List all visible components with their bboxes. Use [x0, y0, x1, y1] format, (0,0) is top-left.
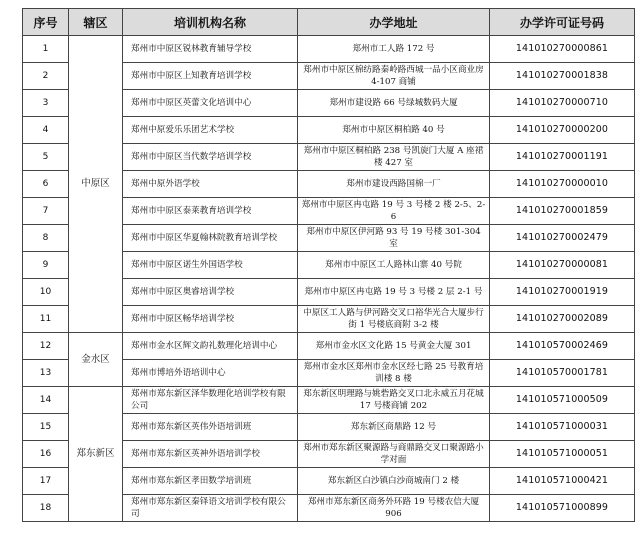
- cell-address: 郑州市郑东新区聚源路与商鼎路交叉口聚源路小学对面: [298, 441, 490, 468]
- cell-license: 141010270002479: [490, 225, 635, 252]
- cell-serial: 15: [23, 414, 69, 441]
- header-institution-name: 培训机构名称: [123, 9, 298, 36]
- cell-institution-name: 郑州市中原区诺生外国语学校: [123, 252, 298, 279]
- cell-license: 141010270001191: [490, 144, 635, 171]
- cell-serial: 16: [23, 441, 69, 468]
- cell-institution-name: 郑州市郑东新区英神外语培训学校: [123, 441, 298, 468]
- cell-serial: 3: [23, 90, 69, 117]
- cell-institution-name: 郑州市郑东新区秦铎语文培训学校有限公司: [123, 495, 298, 522]
- cell-license: 141010270001919: [490, 279, 635, 306]
- cell-institution-name: 郑州中原爱乐乐团艺术学校: [123, 117, 298, 144]
- cell-district: 郑东新区: [69, 387, 123, 522]
- cell-license: 141010270000081: [490, 252, 635, 279]
- cell-institution-name: 郑州市郑东新区泽华数理化培训学校有限公司: [123, 387, 298, 414]
- cell-serial: 4: [23, 117, 69, 144]
- cell-serial: 12: [23, 333, 69, 360]
- cell-serial: 5: [23, 144, 69, 171]
- cell-institution-name: 郑州市中原区上知教育培训学校: [123, 63, 298, 90]
- cell-address: 郑州市郑东新区商务外环路 19 号楼农信大厦 906: [298, 495, 490, 522]
- cell-institution-name: 郑州中原外语学校: [123, 171, 298, 198]
- cell-address: 郑州市工人路 172 号: [298, 36, 490, 63]
- table-body: [23, 36, 635, 522]
- training-institutions-table: [22, 8, 635, 522]
- cell-address: 郑州市建设西路国棉一厂: [298, 171, 490, 198]
- cell-address: 郑州市中原区桐柏路 40 号: [298, 117, 490, 144]
- cell-address: 郑东新区白沙镇白沙商城南门 2 楼: [298, 468, 490, 495]
- cell-institution-name: 郑州市中原区泰莱教育培训学校: [123, 198, 298, 225]
- cell-serial: 17: [23, 468, 69, 495]
- cell-serial: 14: [23, 387, 69, 414]
- cell-address: 郑州市中原区冉屯路 19 号 3 号楼 2 楼 2-5、2-6: [298, 198, 490, 225]
- cell-license: 141010270001859: [490, 198, 635, 225]
- cell-serial: 11: [23, 306, 69, 333]
- cell-institution-name: 郑州市中原区畅华培训学校: [123, 306, 298, 333]
- cell-serial: 1: [23, 36, 69, 63]
- cell-license: 141010571000051: [490, 441, 635, 468]
- cell-institution-name: 郑州市金水区辉文韵礼数理化培训中心: [123, 333, 298, 360]
- cell-address: 郑东新区商鼎路 12 号: [298, 414, 490, 441]
- cell-serial: 8: [23, 225, 69, 252]
- cell-institution-name: 郑州市郑东新区孝田数学培训班: [123, 468, 298, 495]
- header-license: 办学许可证号码: [490, 9, 635, 36]
- cell-institution-name: 郑州市博培外语培训中心: [123, 360, 298, 387]
- cell-institution-name: 郑州市郑东新区英伟外语培训班: [123, 414, 298, 441]
- cell-serial: 13: [23, 360, 69, 387]
- table-row: [23, 333, 635, 360]
- cell-address: 中原区工人路与伊河路交叉口裕华光合大厦步行街 1 号楼底商附 3-2 楼: [298, 306, 490, 333]
- header-district: 辖区: [69, 9, 123, 36]
- cell-serial: 18: [23, 495, 69, 522]
- table-row: [23, 387, 635, 414]
- cell-license: 141010571000421: [490, 468, 635, 495]
- cell-address: 郑州市中原区工人路林山寨 40 号院: [298, 252, 490, 279]
- cell-institution-name: 郑州市中原区奥睿培训学校: [123, 279, 298, 306]
- cell-license: 141010270000710: [490, 90, 635, 117]
- cell-license: 141010270000010: [490, 171, 635, 198]
- cell-address: 郑州市金水区文化路 15 号黄金大厦 301: [298, 333, 490, 360]
- cell-institution-name: 郑州市中原区锐林教育辅导学校: [123, 36, 298, 63]
- cell-serial: 10: [23, 279, 69, 306]
- cell-institution-name: 郑州市中原区英蕾文化培训中心: [123, 90, 298, 117]
- table-row: [23, 36, 635, 63]
- cell-license: 141010570001781: [490, 360, 635, 387]
- cell-license: 141010571000031: [490, 414, 635, 441]
- cell-address: 郑州市中原区冉屯路 19 号 3 号楼 2 层 2-1 号: [298, 279, 490, 306]
- cell-address: 郑州市中原区伊河路 93 号 19 号楼 301-304 室: [298, 225, 490, 252]
- cell-serial: 9: [23, 252, 69, 279]
- cell-address: 郑州市建设路 66 号绿城数码大厦: [298, 90, 490, 117]
- cell-license: 141010270000200: [490, 117, 635, 144]
- cell-address: 郑东新区明理路与姚砦路交叉口北永威五月花城 17 号楼商铺 202: [298, 387, 490, 414]
- cell-institution-name: 郑州市中原区当代数学培训学校: [123, 144, 298, 171]
- cell-address: 郑州市中原区桐柏路 238 号凯旋门大厦 A 座裙楼 427 室: [298, 144, 490, 171]
- table-header-row: [23, 9, 635, 36]
- cell-license: 141010270002089: [490, 306, 635, 333]
- header-address: 办学地址: [298, 9, 490, 36]
- cell-institution-name: 郑州市中原区华夏翰林院教育培训学校: [123, 225, 298, 252]
- cell-serial: 6: [23, 171, 69, 198]
- cell-license: 141010270001838: [490, 63, 635, 90]
- cell-serial: 7: [23, 198, 69, 225]
- header-serial: 序号: [23, 9, 69, 36]
- cell-district: 金水区: [69, 333, 123, 387]
- cell-license: 141010570002469: [490, 333, 635, 360]
- cell-license: 141010571000899: [490, 495, 635, 522]
- cell-serial: 2: [23, 63, 69, 90]
- cell-license: 141010571000509: [490, 387, 635, 414]
- cell-address: 郑州市金水区郑州市金水区经七路 25 号教育培训楼 8 楼: [298, 360, 490, 387]
- cell-address: 郑州市中原区棉纺路秦岭路西城一品小区商业房 4-107 商铺: [298, 63, 490, 90]
- cell-district: 中原区: [69, 36, 123, 333]
- cell-license: 141010270000861: [490, 36, 635, 63]
